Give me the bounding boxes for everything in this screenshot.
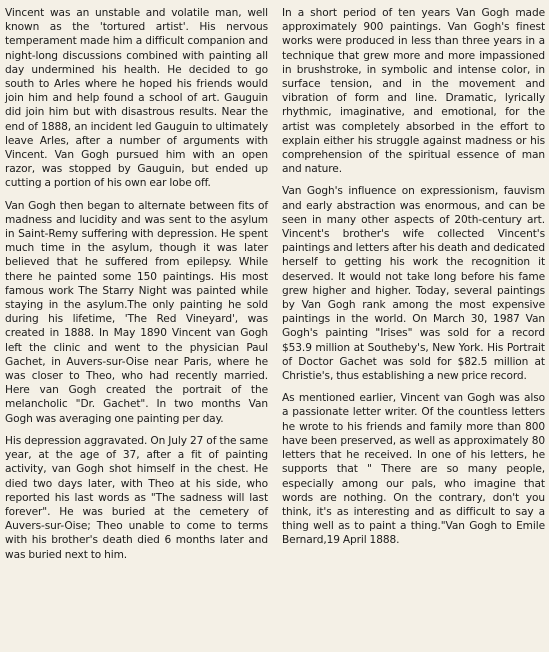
paragraph-works: In a short period of ten years Van Gogh made approximately 900 paintings. Van Gogh's finest works were produced in less than three years in a technique that grew more and more impassioned in brushstroke, in symbolic and intense color, in surface tension, and in the movement and vibration of form and line. Dramatic, lyrically rhythmic, imaginative, and emotional, for the artist was completely absorbed in the effort to explain either his struggle against madness or his comprehension of the spiritual essence of man and nature. <box>282 7 545 176</box>
left-column <box>5 6 268 646</box>
right-column <box>282 6 545 646</box>
paragraph-influence: Van Gogh's influence on expressionism, fauvism and early abstraction was enormous, and can be seen in many other aspects of 20th-century art. Vincent's brother's wife collected Vincent's paintings and letters after his death and dedicated herself to getting his work the recognition it deserved. It would not take long before his fame grew higher and higher. Today, several paintings by Van Gogh rank among the most expensive paintings in the world. On March 30, 1987 Van Gogh's painting "Irises" was sold for a record $53.9 million at Southeby's, New York. His Portrait of Doctor Gachet was sold for $82.5 million at Christie's, thus establishing a new price record. <box>282 185 545 383</box>
paragraph-arles-incident: Vincent was an unstable and volatile man, well known as the 'tortured artist'. His nervous temperament made him a difficult companion and night-long discussions combined with painting all day undermined his health. He decided to go south to Arles where he hoped his friends would join him and help found a school of art. Gauguin did join him but with disastrous results. Near the end of 1888, an incident led Gauguin to ultimately leave Arles, after a number of arguments with Vincent. Van Gogh pursued him with an open razor, was stopped by Gauguin, but ended up cutting a portion of his own ear lobe off. <box>5 7 268 190</box>
paragraph-asylum: Van Gogh then began to alternate between fits of madness and lucidity and was sent to the asylum in Saint-Remy suffering with depression. He spent much time in the asylum, though it was later believed that he suffered from epilepsy. While there he painted some 150 paintings. His most famous work The Starry Night was painted while staying in the asylum.The only painting he sold during his lifetime, 'The Red Vineyard', was created in 1888. In May 1890 Vincent van Gogh left the clinic and went to the physician Paul Gachet, in Auvers-sur-Oise near Paris, where he was closer to Theo, who had recently married. Here van Gogh created the portrait of the melancholic "Dr. Gachet". In two months Van Gogh was averaging one painting per day. <box>5 199 268 425</box>
article-page <box>5 6 545 646</box>
paragraph-death: His depression aggravated. On July 27 of the same year, at the age of 37, after a fit of painting activity, van Gogh shot himself in the chest. He died two days later, with Theo at his side, who reported his last words as "The sadness will last forever". He was buried at the cemetery of Auvers-sur-Oise; Theo unable to come to terms with his brother's death died 6 months later and was buried next to him. <box>5 434 268 561</box>
paragraph-letters: As mentioned earlier, Vincent van Gogh was also a passionate letter writer. Of the countless letters he wrote to his friends and family more than 800 have been preserved, as well as approximately 80 letters that he received. In one of his letters, he supports that " There are so many people, especially among our pals, who imagine that words are nothing. On the contrary, don't you think, it's as interesting and as difficult to say a thing well as to paint a thing."Van Gogh to Emile Bernard,19 April 1888. <box>282 392 545 547</box>
